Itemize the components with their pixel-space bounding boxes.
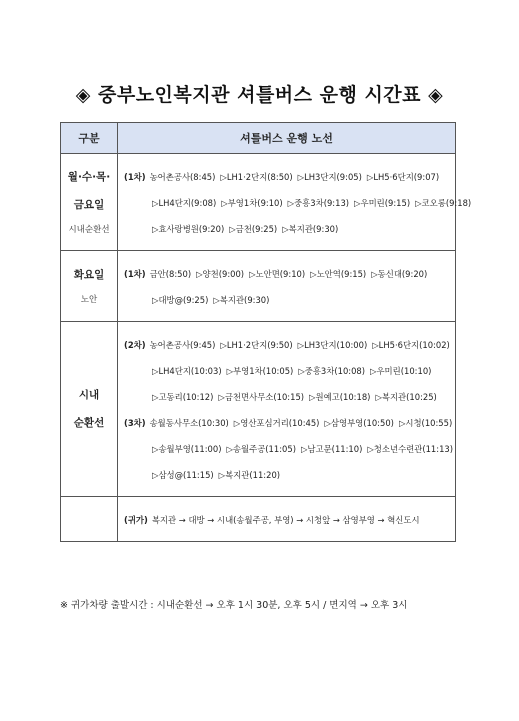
route-stop: ▷우미린(9:15) bbox=[354, 198, 411, 208]
category-label: 월·수·목· bbox=[67, 171, 111, 183]
route-stop: ▷효사랑병원(9:20) bbox=[152, 224, 225, 234]
route-stop: ▷양천(9:00) bbox=[196, 269, 245, 279]
table-header-row bbox=[61, 123, 456, 154]
route-stop: ▷LH5·6단지(10:02) bbox=[372, 340, 450, 350]
trip-label: (1차) bbox=[124, 172, 146, 182]
route-stop: 송월동사무소(10:30) bbox=[149, 418, 229, 428]
route-stop: 금안(8:50) bbox=[149, 269, 192, 279]
route-stop: ▷LH1·2단지(9:50) bbox=[220, 340, 293, 350]
route-line bbox=[124, 261, 451, 287]
route-stop: ▷복지관(9:30) bbox=[213, 295, 270, 305]
trip-label: (1차) bbox=[124, 269, 146, 279]
route-line bbox=[124, 436, 454, 462]
page-title: ◈ 중부노인복지관 셔틀버스 운행 시간표 ◈ bbox=[75, 84, 444, 106]
category-cell bbox=[61, 154, 118, 251]
route-cell bbox=[118, 251, 456, 322]
table-row bbox=[61, 154, 456, 251]
route-stop: ▷LH4단지(9:08) bbox=[152, 198, 217, 208]
category-sub-label: 시내순환선 bbox=[68, 225, 110, 235]
route-stop: ▷청소년수련관(11:13) bbox=[367, 444, 454, 454]
route-stop: ▷금천(9:25) bbox=[229, 224, 278, 234]
route-stop: ▷중흥3차(9:13) bbox=[287, 198, 350, 208]
route-line bbox=[124, 332, 451, 358]
route-stop: ▷복지관(10:25) bbox=[375, 392, 437, 402]
route-stop: ▷삼영부영(10:50) bbox=[324, 418, 394, 428]
trip-label: (귀가) bbox=[124, 515, 148, 525]
route-stop: ▷부영1차(9:10) bbox=[221, 198, 283, 208]
route-stop: 농어촌공사(8:45) bbox=[149, 172, 216, 182]
category-label: 시내 bbox=[78, 389, 100, 401]
route-stop: ▷LH1·2단지(8:50) bbox=[220, 172, 293, 182]
route-stop: ▷송월주공(11:05) bbox=[226, 444, 296, 454]
route-line bbox=[124, 358, 451, 384]
departure-note: ※ 귀가차량 출발시간 : 시내순환선 → 오후 1시 30분, 오후 5시 / 면지역 → 오후 3시 bbox=[60, 600, 408, 611]
return-trip-row bbox=[61, 497, 456, 542]
return-trip-category bbox=[61, 497, 118, 542]
route-line bbox=[124, 216, 451, 242]
route-line bbox=[124, 507, 451, 533]
route-stop: ▷LH4단지(10:03) bbox=[152, 366, 222, 376]
route-line bbox=[124, 462, 451, 488]
route-stop: ▷LH3단지(10:00) bbox=[297, 340, 368, 350]
route-stop: ▷노안역(9:15) bbox=[310, 269, 367, 279]
route-stop: ▷우미린(10:10) bbox=[370, 366, 432, 376]
route-stop: ▷복지관(9:30) bbox=[282, 224, 339, 234]
route-stop: ▷시청(10:55) bbox=[398, 418, 453, 428]
route-stop: ▷남고문(11:10) bbox=[300, 444, 363, 454]
category-label: 금요일 bbox=[73, 199, 105, 211]
route-stop: ▷대방@(9:25) bbox=[152, 295, 209, 305]
route-stop: ▷동신대(9:20) bbox=[371, 269, 428, 279]
return-trip-cell bbox=[118, 497, 456, 542]
category-label: 화요일 bbox=[73, 269, 105, 281]
route-cell bbox=[118, 154, 472, 251]
route-stop: ▷삼성@(11:15) bbox=[152, 470, 214, 480]
route-stop: ▷송월부영(11:00) bbox=[152, 444, 222, 454]
category-cell bbox=[61, 251, 118, 322]
table-row bbox=[61, 251, 456, 322]
route-stop: ▷LH3단지(9:05) bbox=[297, 172, 362, 182]
route-stop: ▷영산포심거리(10:45) bbox=[233, 418, 320, 428]
route-stop: ▷중흥3차(10:08) bbox=[298, 366, 366, 376]
route-stop: ▷부영1차(10:05) bbox=[226, 366, 294, 376]
category-label: 순환선 bbox=[73, 417, 105, 429]
trip-label: (3차) bbox=[124, 418, 146, 428]
schedule-table bbox=[60, 122, 472, 542]
route-line bbox=[124, 164, 451, 190]
trip-label: (2차) bbox=[124, 340, 146, 350]
route-cell bbox=[118, 322, 456, 497]
route-stop: ▷원예고(10:18) bbox=[309, 392, 371, 402]
route-line bbox=[124, 190, 472, 216]
return-trip-route: 복지관 → 대방 → 시내(송월주공, 부영) → 시청앞 → 삼영부영 → 혁신도시 bbox=[151, 515, 420, 525]
category-sub-label: 노안 bbox=[80, 295, 98, 305]
route-stop: ▷고동리(10:12) bbox=[152, 392, 214, 402]
route-line bbox=[124, 410, 451, 436]
table-row bbox=[61, 322, 456, 497]
route-line bbox=[124, 287, 451, 313]
route-stop: ▷금천면사무소(10:15) bbox=[218, 392, 305, 402]
route-stop: ▷LH5·6단지(9:07) bbox=[366, 172, 440, 182]
route-stop: ▷복지관(11:20) bbox=[218, 470, 281, 480]
category-cell bbox=[61, 322, 118, 497]
route-stop: ▷코오롱(9:18) bbox=[415, 198, 472, 208]
header-category: 구분 bbox=[61, 123, 118, 154]
route-line bbox=[124, 384, 451, 410]
route-stop: 농어촌공사(9:45) bbox=[149, 340, 216, 350]
header-route: 셔틀버스 운행 노선 bbox=[118, 123, 456, 154]
route-stop: ▷노안면(9:10) bbox=[249, 269, 306, 279]
